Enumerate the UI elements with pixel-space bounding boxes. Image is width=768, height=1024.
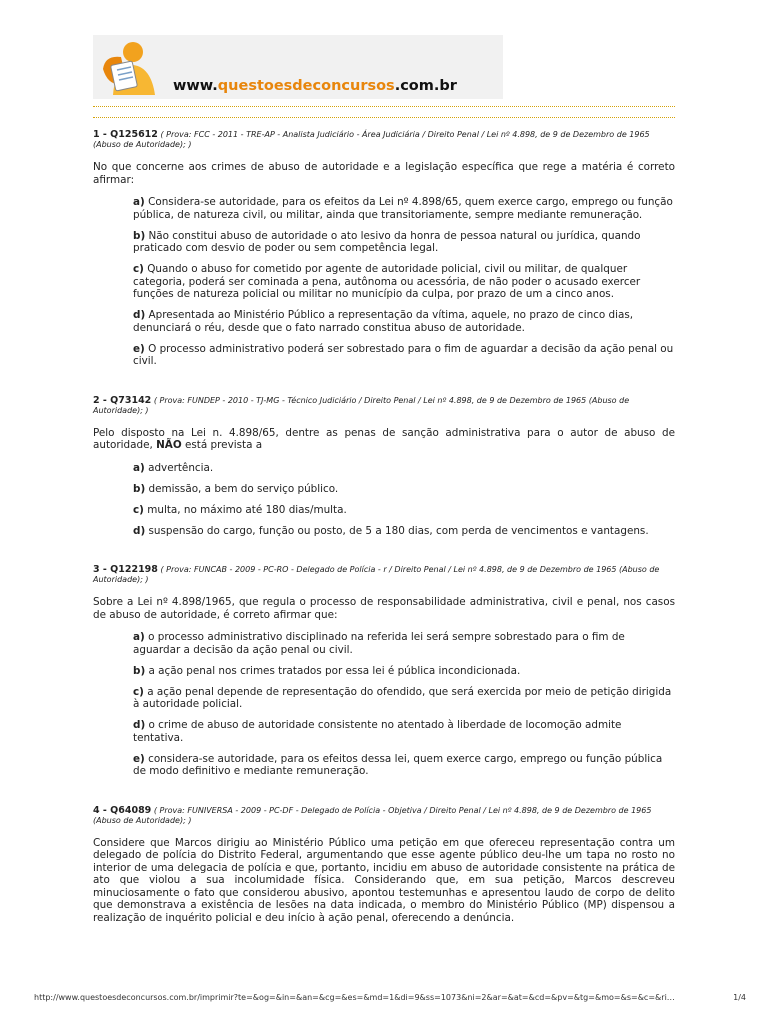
option-c bbox=[133, 263, 675, 301]
logo-accent: questoesdeconcursos bbox=[217, 78, 395, 94]
option-letter: a) bbox=[133, 461, 145, 474]
option-e bbox=[133, 753, 675, 778]
logo-suffix: .com.br bbox=[394, 78, 457, 94]
option-letter: c) bbox=[133, 685, 144, 698]
site-header bbox=[93, 35, 503, 99]
question-4 bbox=[93, 806, 675, 925]
question-id[interactable]: 3 - Q122198 bbox=[93, 564, 158, 575]
question-header bbox=[93, 806, 675, 826]
statement-text: Pelo disposto na Lei n. 4.898/65, dentre as penas de sanção administrativa para o autor de abuso de autoridade, bbox=[93, 426, 675, 451]
option-b bbox=[133, 230, 675, 255]
footer-url[interactable]: http://www.questoesdeconcursos.com.br/imprimir?te=&og=&in=&an=&cg=&es=&md=1&di=9&ss=1073&ni=2&ar=&at=&cd=&pv=&tg=&mo=&s=&c=&ri… bbox=[34, 993, 675, 1002]
option-a bbox=[133, 462, 675, 475]
option-letter: e) bbox=[133, 342, 145, 355]
option-text: O processo administrativo poderá ser sobrestado para o fim de aguardar a decisão da ação penal ou civil. bbox=[133, 342, 674, 367]
statement-emphasis: NÃO bbox=[156, 439, 182, 451]
question-id[interactable]: 2 - Q73142 bbox=[93, 394, 152, 406]
option-text: Quando o abuso for cometido por agente de autoridade policial, civil ou militar, de qualquer categoria, poderá ser cominada a pena, autônoma ou acessória, de não poder o acusado exercer funções de natureza policial ou militar no município da culpa, por prazo de um a cinco anos. bbox=[133, 263, 641, 300]
question-3 bbox=[93, 565, 675, 778]
option-text: Não constitui abuso de autoridade o ato lesivo da honra de pessoa natural ou jurídica, quando praticado com desvio de poder ou sem competência legal. bbox=[133, 229, 641, 254]
option-text: o processo administrativo disciplinado na referida lei será sempre sobrestado para o fim de aguardar a decisão da ação penal ou civil. bbox=[133, 631, 625, 656]
option-letter: a) bbox=[133, 631, 145, 643]
site-logo-icon bbox=[99, 39, 161, 97]
question-2 bbox=[93, 396, 675, 538]
option-text: Apresentada ao Ministério Público a representação da vítima, aquele, no prazo de cinco dias, denunciará o réu, desde que o fato narrado constitua abuso de autoridade. bbox=[133, 309, 634, 334]
option-letter: d) bbox=[133, 309, 146, 321]
question-statement: Sobre a Lei nº 4.898/1965, que regula o processo de responsabilidade administrativa, civil e penal, nos casos de abuso de autoridade, é correto afirmar que: bbox=[93, 596, 675, 621]
option-letter: b) bbox=[133, 664, 146, 677]
question-header bbox=[93, 565, 675, 585]
option-letter: b) bbox=[133, 229, 146, 242]
option-list bbox=[133, 462, 675, 538]
question-statement: No que concerne aos crimes de abuso de autoridade e a legislação específica que rege a matéria é correto afirmar: bbox=[93, 161, 675, 186]
question-id[interactable]: 1 - Q125612 bbox=[93, 129, 158, 140]
option-letter: b) bbox=[133, 482, 146, 495]
question-meta: ( Prova: FUNIVERSA - 2009 - PC-DF - Delegado de Polícia - Objetiva / Direito Penal / Lei nº 4.898, de 9 de Dezembro de 1965 (Abuso de Autoridade); ) bbox=[93, 805, 652, 825]
option-text: Considera-se autoridade, para os efeitos da Lei nº 4.898/65, quem exerce cargo, emprego ou função pública, de natureza civil, ou militar, ainda que transitoriamente, sempre mediante remuneração. bbox=[133, 196, 673, 221]
question-id[interactable]: 4 - Q64089 bbox=[93, 804, 152, 816]
question-statement bbox=[93, 427, 675, 452]
option-list bbox=[133, 196, 675, 368]
option-letter: a) bbox=[133, 196, 145, 208]
option-letter: c) bbox=[133, 503, 144, 516]
option-text: a ação penal depende de representação do ofendido, que será exercida por meio de petição dirigida à autoridade policial. bbox=[133, 685, 672, 710]
question-header bbox=[93, 130, 675, 150]
question-meta: ( Prova: FCC - 2011 - TRE-AP - Analista Judiciário - Área Judiciária / Direito Penal / Lei nº 4.898, de 9 de Dezembro de 1965 (Abuso de Autoridade); ) bbox=[93, 130, 650, 149]
statement-text-end: está prevista a bbox=[181, 439, 263, 451]
option-a bbox=[133, 196, 675, 221]
option-letter: d) bbox=[133, 524, 146, 537]
option-b bbox=[133, 483, 675, 496]
question-meta: ( Prova: FUNDEP - 2010 - TJ-MG - Técnico Judiciário / Direito Penal / Lei nº 4.898, de 9 de Dezembro de 1965 (Abuso de Autoridade); ) bbox=[93, 395, 630, 415]
option-c bbox=[133, 504, 675, 517]
question-list bbox=[93, 130, 675, 924]
option-b bbox=[133, 665, 675, 678]
option-d bbox=[133, 525, 675, 538]
question-meta: ( Prova: FUNCAB - 2009 - PC-RO - Delegado de Polícia - r / Direito Penal / Lei nº 4.898, de 9 de Dezembro de 1965 (Abuso de Autoridade); ) bbox=[93, 565, 660, 584]
divider-top bbox=[93, 106, 675, 107]
option-text: advertência. bbox=[148, 461, 214, 474]
option-letter: c) bbox=[133, 263, 144, 275]
option-text: demissão, a bem do serviço público. bbox=[148, 482, 339, 495]
option-text: a ação penal nos crimes tratados por essa lei é pública incondicionada. bbox=[148, 664, 521, 677]
option-list bbox=[133, 631, 675, 778]
option-text: o crime de abuso de autoridade consistente no atentado à liberdade de locomoção admite tentativa. bbox=[133, 719, 622, 744]
logo-prefix: www. bbox=[173, 78, 218, 94]
site-logo-text[interactable] bbox=[173, 78, 457, 94]
option-d bbox=[133, 719, 675, 744]
page-number: 1/4 bbox=[733, 993, 746, 1002]
option-text: suspensão do cargo, função ou posto, de 5 a 180 dias, com perda de vencimentos e vantagens. bbox=[148, 524, 649, 537]
option-text: considera-se autoridade, para os efeitos dessa lei, quem exerce cargo, emprego ou função pública de modo definitivo e mediante remuneração. bbox=[133, 752, 663, 777]
option-a bbox=[133, 631, 675, 656]
question-statement: Considere que Marcos dirigiu ao Ministério Público uma petição em que ofereceu representação contra um delegado de polícia do Distrito Federal, argumentando que esse agente público deu-lhe um tapa no rosto no interior de uma delegacia de polícia e que, portanto, incidiu em abuso de autoridade consistente na prática de ato que violou a sua incolumidade física. Considerando que, em sua petição, Marcos descreveu minuciosamente o fato que considerou abusivo, apontou testemunhas e apresentou laudo de corpo de delito que demonstrava a existência de lesões na data indicada, o membro do Ministério Público (MP) dispensou a realização de inquérito policial e deu início à ação penal, oferecendo a denúncia. bbox=[93, 836, 675, 924]
option-letter: d) bbox=[133, 719, 146, 731]
option-e bbox=[133, 343, 675, 368]
question-1 bbox=[93, 130, 675, 368]
option-text: multa, no máximo até 180 dias/multa. bbox=[147, 503, 347, 516]
option-d bbox=[133, 309, 675, 334]
option-c bbox=[133, 686, 675, 711]
option-letter: e) bbox=[133, 752, 145, 765]
question-header bbox=[93, 396, 675, 416]
divider-bottom bbox=[93, 117, 675, 118]
